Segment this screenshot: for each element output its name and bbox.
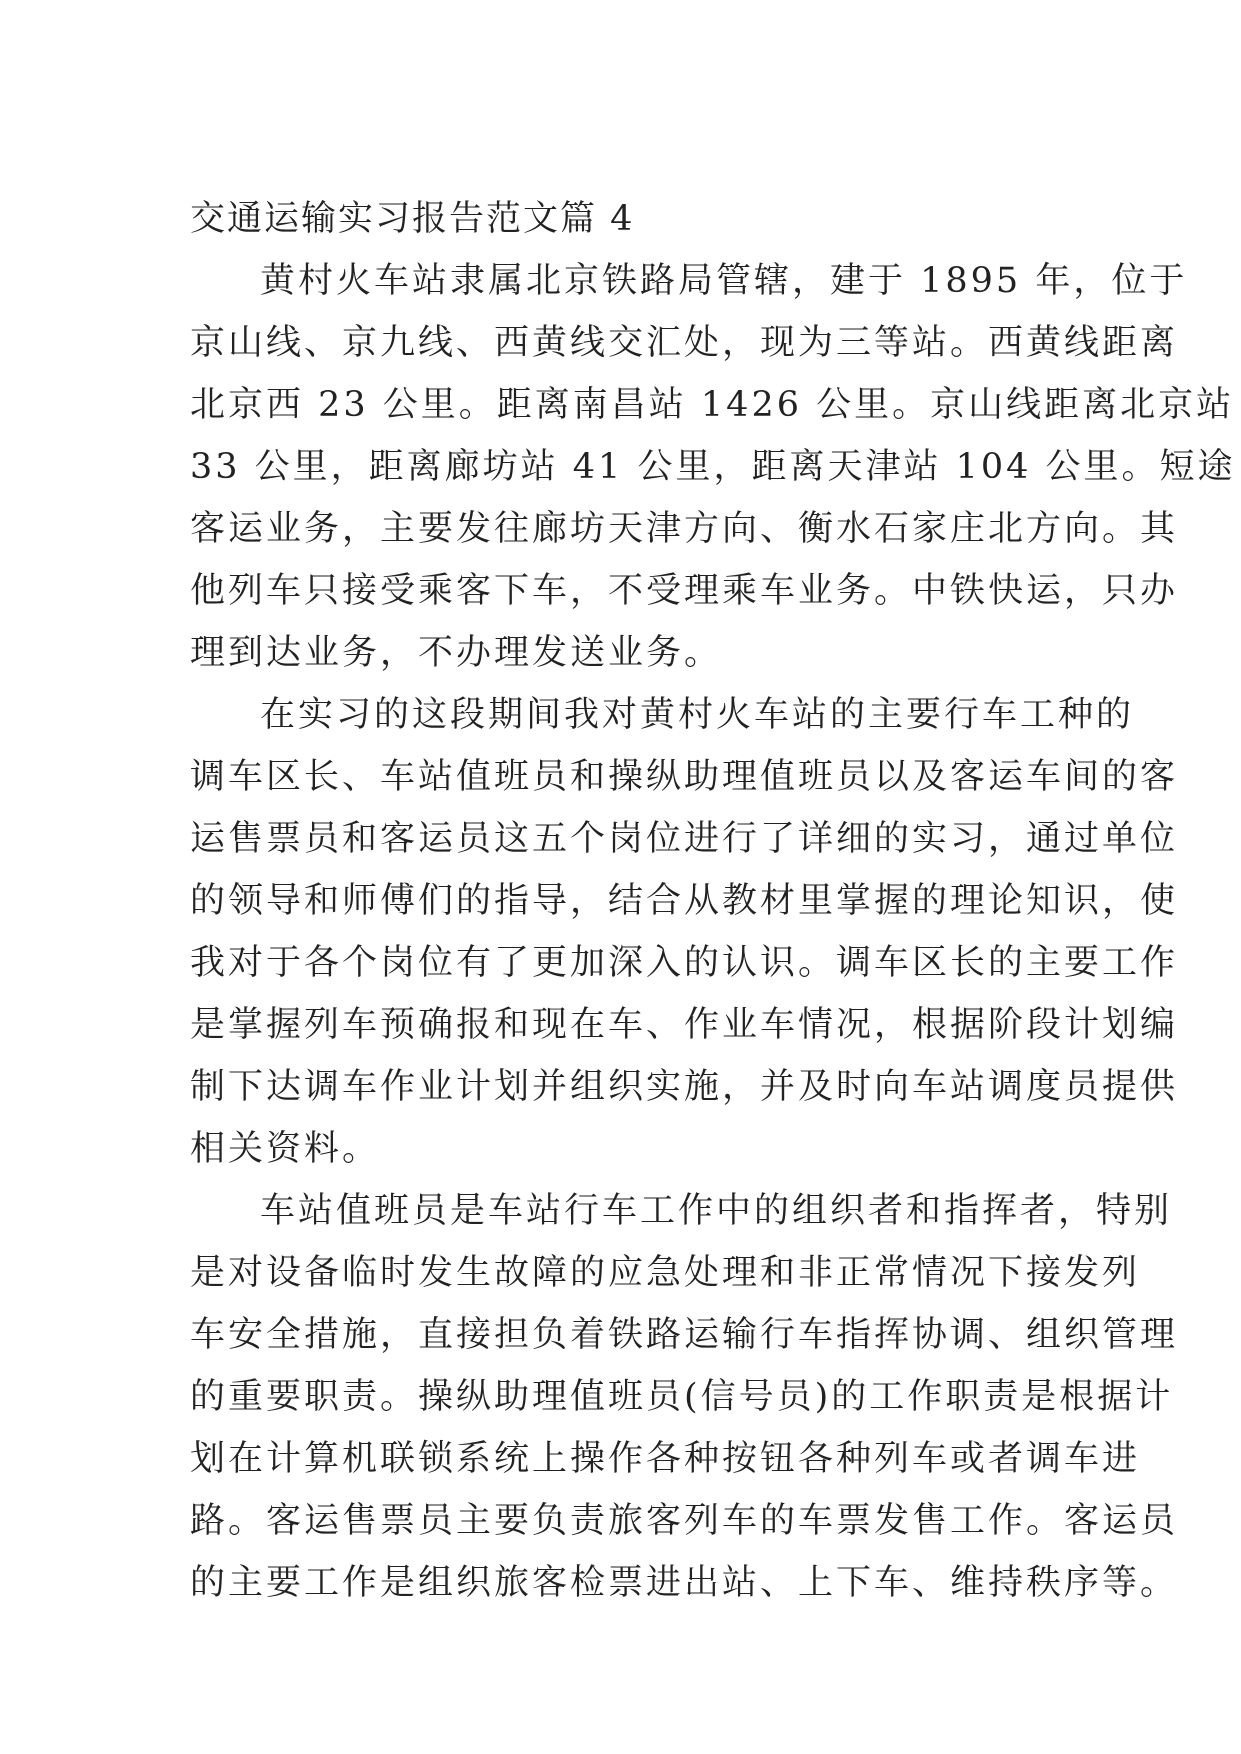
text-line: 是掌握列车预确报和现在车、作业车情况，根据阶段计划编 [190, 1005, 1179, 1045]
text-line: 黄村火车站隶属北京铁路局管辖，建于 1895 年，位于 [260, 261, 1188, 301]
text-line: 的主要工作是组织旅客检票进出站、上下车、维持秩序等。 [190, 1563, 1179, 1603]
text-line: 京山线、京九线、西黄线交汇处，现为三等站。西黄线距离 [190, 323, 1179, 363]
text-line: 是对设备临时发生故障的应急处理和非正常情况下接发列 [190, 1253, 1141, 1293]
text-line: 33 公里，距离廊坊站 41 公里，距离天津站 104 公里。短途 [190, 447, 1236, 487]
text-line: 在实习的这段期间我对黄村火车站的主要行车工种的 [260, 695, 1135, 735]
text-line: 相关资料。 [190, 1129, 381, 1169]
text-line: 理到达业务，不办理发送业务。 [190, 633, 723, 673]
text-line: 客运业务，主要发往廊坊天津方向、衡水石家庄北方向。其 [190, 509, 1179, 549]
text-line: 他列车只接受乘客下车，不受理乘车业务。中铁快运，只办 [190, 571, 1179, 611]
text-line: 我对于各个岗位有了更加深入的认识。调车区长的主要工作 [190, 943, 1179, 983]
paragraph-internship-positions [190, 684, 1179, 1180]
paragraph-duty-roles [190, 1180, 1179, 1614]
document-title: 交通运输实习报告范文篇 4 [190, 199, 635, 239]
text-line: 调车区长、车站值班员和操纵助理值班员以及客运车间的客 [190, 757, 1179, 797]
text-line: 运售票员和客运员这五个岗位进行了详细的实习，通过单位 [190, 819, 1179, 859]
text-line: 车站值班员是车站行车工作中的组织者和指挥者，特别 [260, 1191, 1173, 1231]
text-line: 的领导和师傅们的指导，结合从教材里掌握的理论知识，使 [190, 881, 1179, 921]
text-line: 划在计算机联锁系统上操作各种按钮各种列车或者调车进 [190, 1439, 1141, 1479]
document-body [190, 188, 1236, 1614]
text-line: 北京西 23 公里。距离南昌站 1426 公里。京山线距离北京站 [190, 385, 1235, 425]
text-line: 的重要职责。操纵助理值班员(信号员)的工作职责是根据计 [190, 1377, 1174, 1417]
text-line: 制下达调车作业计划并组织实施，并及时向车站调度员提供 [190, 1067, 1179, 1107]
text-line: 路。客运售票员主要负责旅客列车的车票发售工作。客运员 [190, 1501, 1179, 1541]
paragraph-station-overview [190, 250, 1236, 684]
text-line: 车安全措施，直接担负着铁路运输行车指挥协调、组织管理 [190, 1315, 1179, 1355]
